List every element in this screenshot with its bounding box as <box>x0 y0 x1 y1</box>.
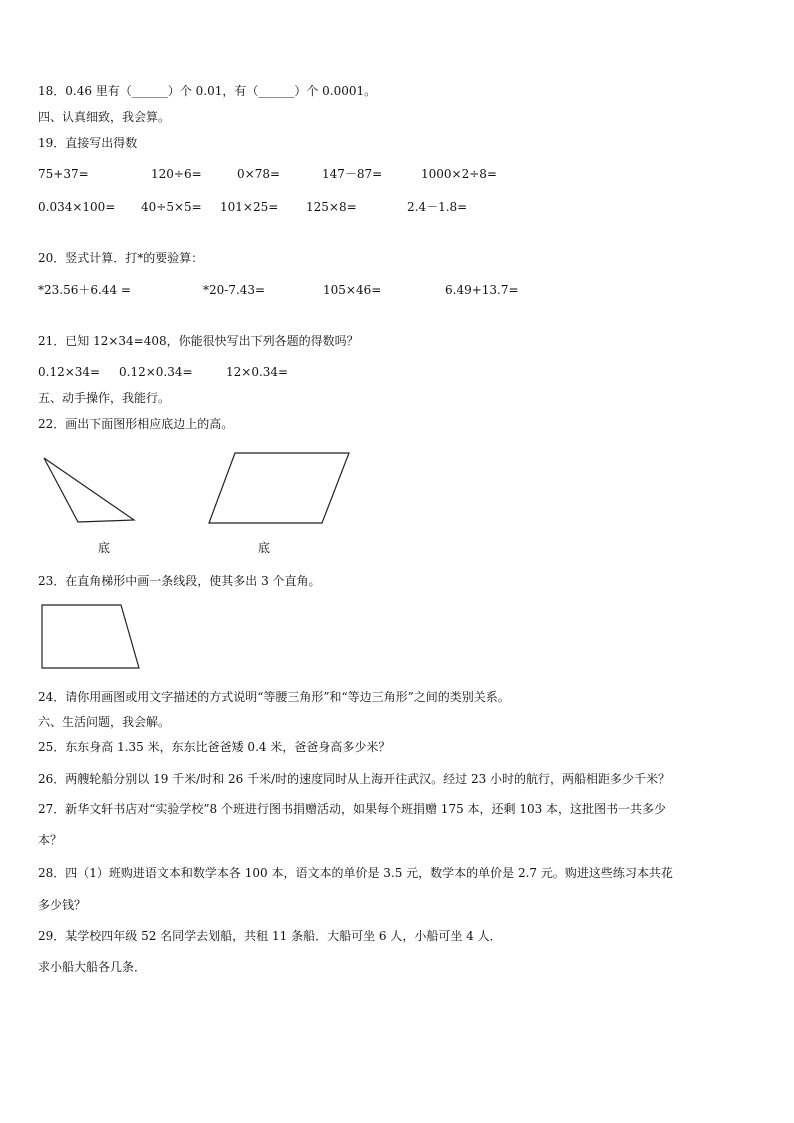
q19-item: 0.034×100= <box>38 200 116 214</box>
q19-item: 2.4－1.8= <box>407 200 468 214</box>
parallelogram-base-label: 底 <box>258 541 271 555</box>
q19-item: 40÷5×5= <box>141 200 202 214</box>
q18-suffix: ）个 0.0001。 <box>294 84 377 98</box>
section-5-heading: 五、动手操作，我能行。 <box>38 391 171 405</box>
section-4-heading: 四、认真细致，我会算。 <box>38 110 171 124</box>
question-26: 26．两艘轮船分别以 19 千米/时和 26 千米/时的速度同时从上海开往武汉。经过 23 小时的航行，两船相距多少千米？ <box>38 772 671 786</box>
question-23-title: 23．在直角梯形中画一条线段，使其多出 3 个直角。 <box>38 574 321 588</box>
q19-item: 120÷6= <box>151 167 202 181</box>
question-27-line-2: 本？ <box>38 833 63 847</box>
question-22-title: 22．画出下面图形相应底边上的高。 <box>38 417 234 431</box>
q18-blank-2[interactable]: ______ <box>258 84 295 98</box>
q18-blank-1[interactable]: ______ <box>131 84 168 98</box>
q20-item: 6.49+13.7= <box>445 283 519 297</box>
question-24-title: 24．请你用画图或用文字描述的方式说明“等腰三角形”和“等边三角形”之间的类别关系。 <box>38 690 510 704</box>
question-20-title: 20．竖式计算．打*的要验算： <box>38 251 204 265</box>
q21-item: 12×0.34= <box>226 365 289 379</box>
triangle-base-label: 底 <box>98 541 111 555</box>
right-trapezoid-figure <box>42 605 139 668</box>
triangle-figure <box>44 458 134 522</box>
q21-item: 0.12×0.34= <box>119 365 193 379</box>
q20-item: *23.56＋6.44 = <box>38 283 131 297</box>
q19-item: 75+37= <box>38 167 89 181</box>
question-21-title: 21．已知 12×34=408，你能很快写出下列各题的得数吗？ <box>38 334 359 348</box>
question-27-line-1: 27．新华文轩书店对“实验学校”8 个班进行图书捐赠活动，如果每个班捐赠 175 本，还剩 103 本，这批图书一共多少 <box>38 802 667 816</box>
question-19-title: 19．直接写出得数 <box>38 136 138 150</box>
q20-item: 105×46= <box>323 283 382 297</box>
parallelogram-figure <box>209 453 349 523</box>
question-29-line-1: 29．某学校四年级 52 名同学去划船，共租 11 条船．大船可坐 6 人，小船可坐 4 人． <box>38 929 502 943</box>
question-25: 25．东东身高 1.35 米，东东比爸爸矮 0.4 米，爸爸身高多少米？ <box>38 740 391 754</box>
q20-item: *20-7.43= <box>203 283 266 297</box>
q19-item: 125×8= <box>306 200 357 214</box>
question-29-line-2: 求小船大船各几条． <box>38 960 147 974</box>
section-6-heading: 六、生活问题，我会解。 <box>38 715 171 729</box>
q19-item: 1000×2÷8= <box>421 167 497 181</box>
q19-item: 101×25= <box>220 200 279 214</box>
q19-item: 0×78= <box>237 167 281 181</box>
q21-item: 0.12×34= <box>38 365 101 379</box>
q18-prefix: 18．0.46 里有（ <box>38 84 132 98</box>
question-28-line-2: 多少钱？ <box>38 898 87 912</box>
question-28-line-1: 28．四（1）班购进语文本和数学本各 100 本，语文本的单价是 3.5 元，数学本的单价是 2.7 元。购进这些练习本共花 <box>38 866 673 880</box>
q18-mid: ）个 0.01，有（ <box>167 84 259 98</box>
q19-item: 147－87= <box>322 167 383 181</box>
